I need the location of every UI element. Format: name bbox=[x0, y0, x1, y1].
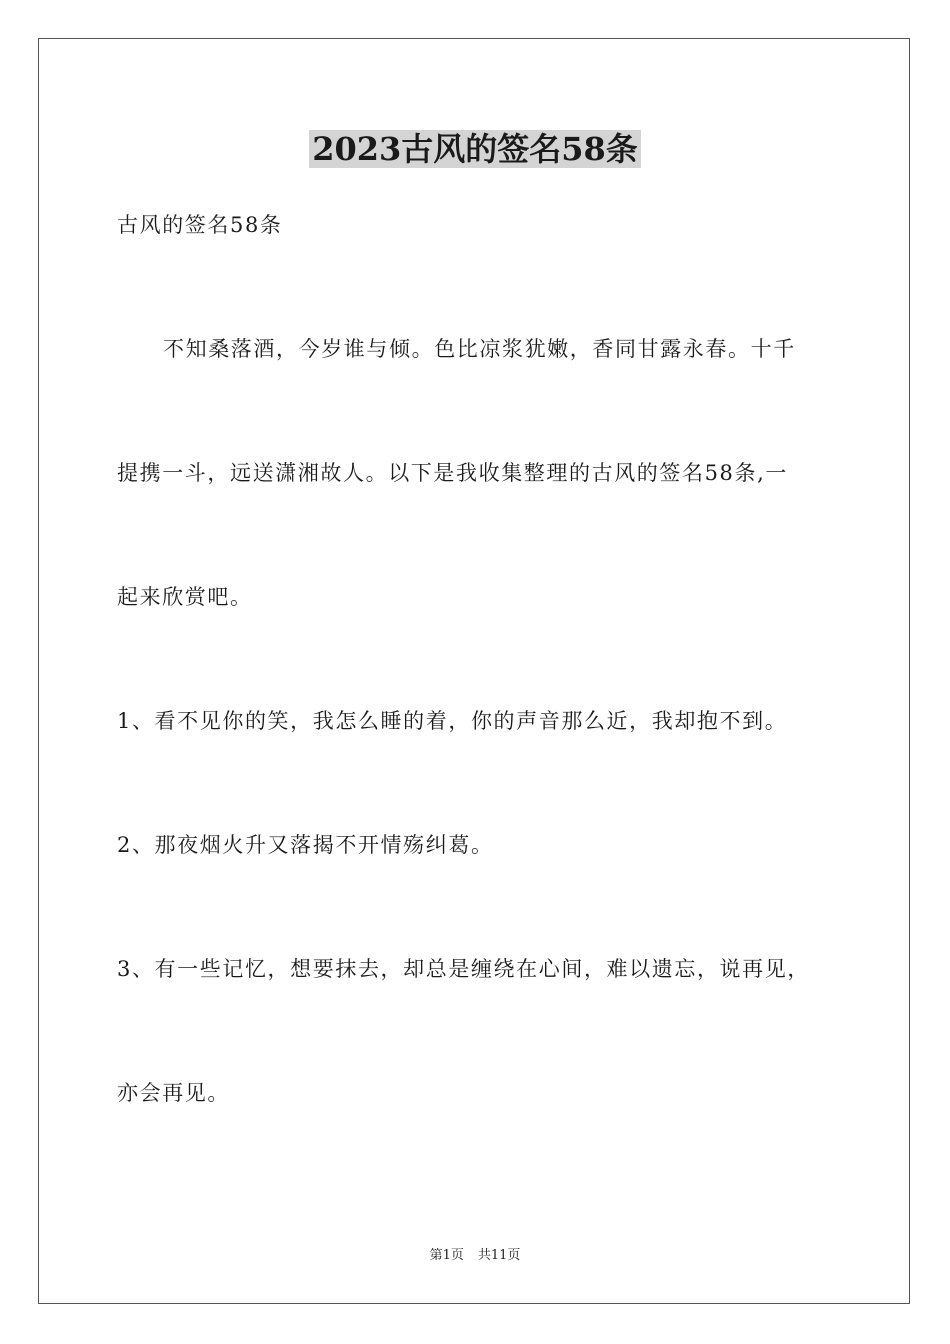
page-footer bbox=[0, 1247, 950, 1265]
document-title bbox=[0, 128, 950, 170]
document-subtitle: 古风的签名58条 bbox=[117, 213, 283, 237]
intro-line: 不知桑落酒，今岁谁与倾。色比凉浆犹嫩，香同甘露永春。十千 bbox=[163, 337, 796, 361]
intro-line: 起来欣赏吧。 bbox=[117, 585, 253, 609]
intro-line: 提携一斗，远送潇湘故人。以下是我收集整理的古风的签名58条,一 bbox=[117, 461, 788, 485]
page-total: 共11页 bbox=[477, 1248, 521, 1263]
document-title-text: 2023古风的签名58条 bbox=[309, 130, 641, 168]
list-item: 3、有一些记忆，想要抹去，却总是缠绕在心间，难以遗忘，说再见， bbox=[117, 957, 810, 981]
page-number: 第1页 bbox=[429, 1248, 464, 1263]
list-item: 2、那夜烟火升又落揭不开情殇纠葛。 bbox=[117, 833, 494, 857]
list-item-continuation: 亦会再见。 bbox=[117, 1081, 230, 1105]
list-item: 1、看不见你的笑，我怎么睡的着，你的声音那么近，我却抱不到。 bbox=[117, 709, 788, 733]
